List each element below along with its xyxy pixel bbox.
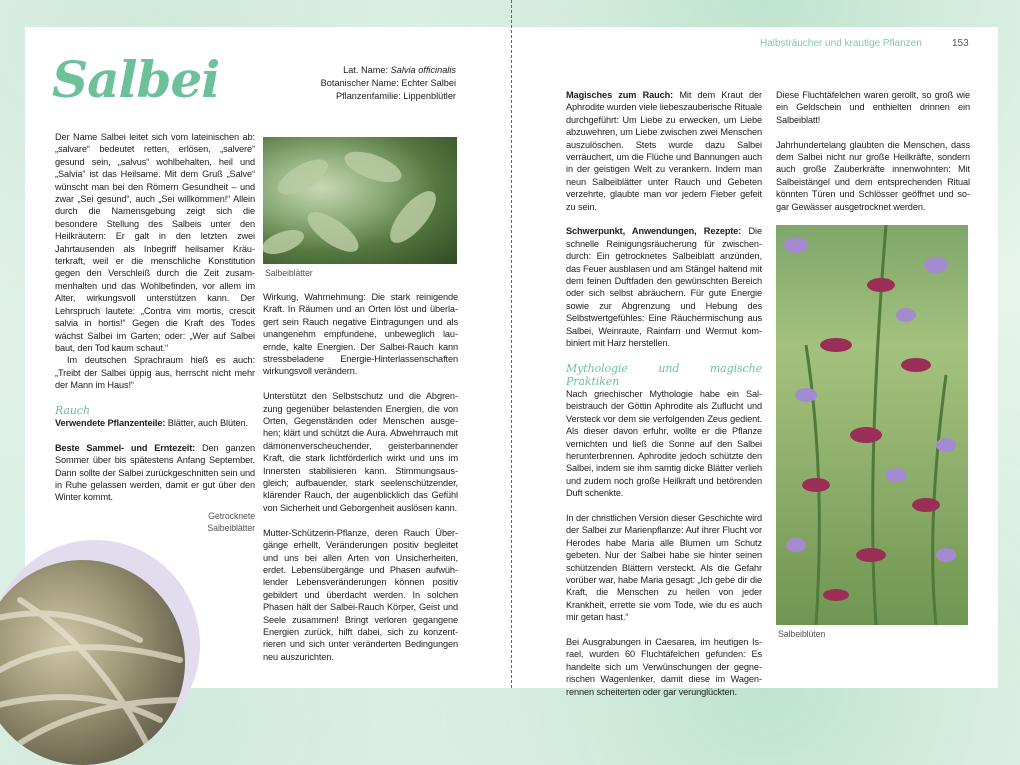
sage-leaves-photo [263, 137, 457, 264]
intro-paragraph: Der Name Salbei leitet sich vom lateinischen ab: „salvare“ bedeutet retten, erlösen, „salvere“ gesund sein, „salvus“ wohlbehalten, heil und „Salvia“ ist das Heilsame. Mit dem Gruß „Salve“ wünscht man bei den Römern Gesundheit – und zwar „Sei gesund“, auch „Sei willkommen!“ Allein durch die Namensgebung zeigt sich die besondere Stellung des Salbeis unter den Heilkräutern: Er galt in den letzten zwei Jahrtausenden als Inbegriff heilsamer Kräuterkraft, weil er die menschliche Konstitution gegen den Verschleiß durch die Zeit zusammenhalten und das Wohlbefinden, vor allem im Alter, wirkungsvoll unterstützen kann. Der Lehrspruch lautete: „Contra vim mortis, crescit salvia in hortis!“ Gegen die Kraft des Todes wächst Salbei im Garten; oder: „Wer auf Salbei baut, den Tod kaum schaut.“ [55, 132, 255, 353]
page-fold-line [511, 0, 512, 688]
parts-label: Verwendete Pflanzenteile: [55, 417, 166, 428]
lat-value: Salvia officinalis [390, 65, 456, 75]
page-title: Salbei [52, 50, 220, 109]
dried-leaves-caption: Getrocknete Salbeiblätter [207, 510, 255, 533]
running-header: Halbsträucher und krautige Pflanzen [760, 38, 922, 49]
sage-flowers-illustration [776, 225, 968, 625]
column-4 [776, 89, 970, 640]
effect-paragraph: Wirkung, Wahrnehmung: Die stark reinigende Kraft. In Räumen und an Orten löst und überlagert sein Rauch negative Eintragungen und als unangenehm empfundene, unbeweglich lauernde, kalte Energien. Der Salbei-Rauch kann stressbeladene Energie-Hinterlassenschaften wirkungsvoll verändern. [263, 292, 458, 377]
sage-leaves-illustration [263, 137, 457, 264]
column-1 [55, 131, 255, 534]
myth-paragraph-2: In der christlichen Version dieser Geschichte wird der Salbei zur Marienpflanze: Auf ihrer Flucht vor Herodes habe Maria alle Blumen um Schutz gebeten. Nur der Salbei habe sie hinter seinen schützenden Blättern versteckt. Als die Gefahr vorüber war, habe Maria gesagt: „Ich gebe dir die Kraft, die Menschen zu heilen von jeder Krankheit, errette sie vom Tode, wie du es auch mir getan hast.“ [566, 512, 762, 623]
botanical-name: Botanischer Name: Echter Salbei [320, 78, 456, 88]
myth-paragraph-3: Bei Ausgrabungen in Caesarea, im heutigen Israel, wurden 60 Fluchtäfelchen gefunden: Es handelte sich um Verwünschungen der gegnerischen Wagenlenker, damit diese im Wagenrennen scheiterten oder gar verunglückten. [566, 637, 762, 697]
season-label: Beste Sammel- und Erntezeit: [55, 442, 196, 453]
plant-family: Pflanzenfamilie: Lippenblütler [335, 91, 456, 101]
rauch-heading: Rauch [55, 403, 90, 417]
column-3 [566, 89, 762, 710]
column-2 [263, 137, 458, 676]
focus-label: Schwerpunkt, Anwendungen, Rezepte: [566, 226, 742, 237]
season-text: Den ganzen Sommer über bis spätestens Anfang September. Dann sollte der Salbei zurückgeschnitten sein und in Ruhe gelassen werden, damit er gut über den Winter kommt. [55, 442, 255, 503]
lat-label: Lat. Name: [343, 65, 389, 75]
plant-meta [321, 64, 456, 103]
intro-paragraph-2: Im deutschen Sprachraum hieß es auch: „Treibt der Salbei üppig aus, herrscht nicht mehr der Mann im Haus!“ [55, 355, 255, 391]
magic-text: Mit dem Kraut der Aphrodite wurden viele liebeszauberische Rituale durchgeführt: Um Liebe zu erwecken, um Liebe abzuwehren, um Liebe zwischen zwei Menschen auszulöschen. Stets wurde dazu Salbei verräuchert, um die Flüche und Bannungen auch in der geistigen Welt zu verankern. Indem man neun Salbeiblätter unter Rauch und Gebeten verzehrte, glaubte man vor jedem Fieber gefeit zu sein. [566, 90, 762, 212]
mother-protector-paragraph: Mutter-Schützerin-Pflanze, deren Rauch Übergänge erhellt, Veränderungen positiv begleitet und uns bei allen Arten von Unsicherheiten, erdet. Lebensübergänge und Phasen aufwühlender Lebensveränderungen können positiv gebildert und überdacht werden. In solchen Phasen hält der Salbei-Rauch Körper, Geist und Seele zusammen! Bringt verloren gegangene Energien zurück, hilft dabei, sich zu konzentrieren und sich unter veränderten Bedingungen neu auszurichten. [263, 527, 458, 662]
sage-flowers-photo [776, 225, 968, 625]
magic-label: Magisches zum Rauch: [566, 90, 674, 100]
sage-leaves-caption: Salbeiblätter [265, 268, 313, 278]
sage-flowers-caption: Salbeiblüten [778, 629, 826, 640]
page-number: 153 [952, 38, 969, 49]
protection-paragraph: Unterstützt den Selbstschutz und die Abgrenzung gegenüber belastenden Energien, die von Orten, Gegenständen oder Menschen ausgehen; klärt und schützt die Aura. Abwehrrauch mit dämonenverscheuchender, geisterbannender Kraft, die stark lichtförderlich wirkt und uns im Innersten stabilisieren kann. Stimmungsausgleich; aufbauender, stark seelenschützender, klärender Rauch, der augenblicklich das Gefühl von Sicherheit und Geborgenheit auslösen kann. [263, 391, 458, 513]
focus-text: Die schnelle Reinigungsräucherung für zwischendurch: Ein getrocknetes Salbeiblatt anzünden, das Feuer ausblasen und am Stängel haltend mit dem feinen Duftfaden den gewünschten Bereich oder sich selbst abräuchern. Für gute Energie sowie zur Abgrenzung und Hebung des Selbstwertgefühles: Eine Räuchermischung aus Salbei, Weinraute, Rainfarn und Wermut kombiniert mit Harz herstellen. [566, 226, 763, 349]
curse-tablets-paragraph: Diese Fluchtäfelchen waren gerollt, so groß wie ein Geldschein und enthielten drinnen ein Salbeiblatt! [776, 90, 970, 125]
myth-paragraph-1: Nach griechischer Mythologie habe ein Salbeistrauch der Göttin Aphrodite als Zuflucht und Versteck vor dem sie verfolgenden Zeus gedient. Als dieser davon erfuhr, wollte er die Pflanze vernichten und ließ die Sonne auf den Salbei herunterbrennen. Aphrodite jedoch schützte den Salbei, indem sie ihm samtig dicke Blätter verlieh und zudem noch große Heilkraft und betörenden Duft schenkte. [566, 388, 762, 499]
magic-powers-paragraph: Jahrhundertelang glaubten die Menschen, dass dem Salbei nicht nur große Heilkräfte, sondern auch große Zauberkräfte innenwohnten: Mit Salbeistängel und dem entsprechenden Ritual könnten Türen und Schlösser geöffnet und sogar Gewässer ausgetrocknet werden. [776, 139, 970, 212]
mythology-heading: Mythologie und magische Praktiken [566, 361, 762, 388]
parts-text: Blätter, auch Blüten. [167, 417, 248, 428]
